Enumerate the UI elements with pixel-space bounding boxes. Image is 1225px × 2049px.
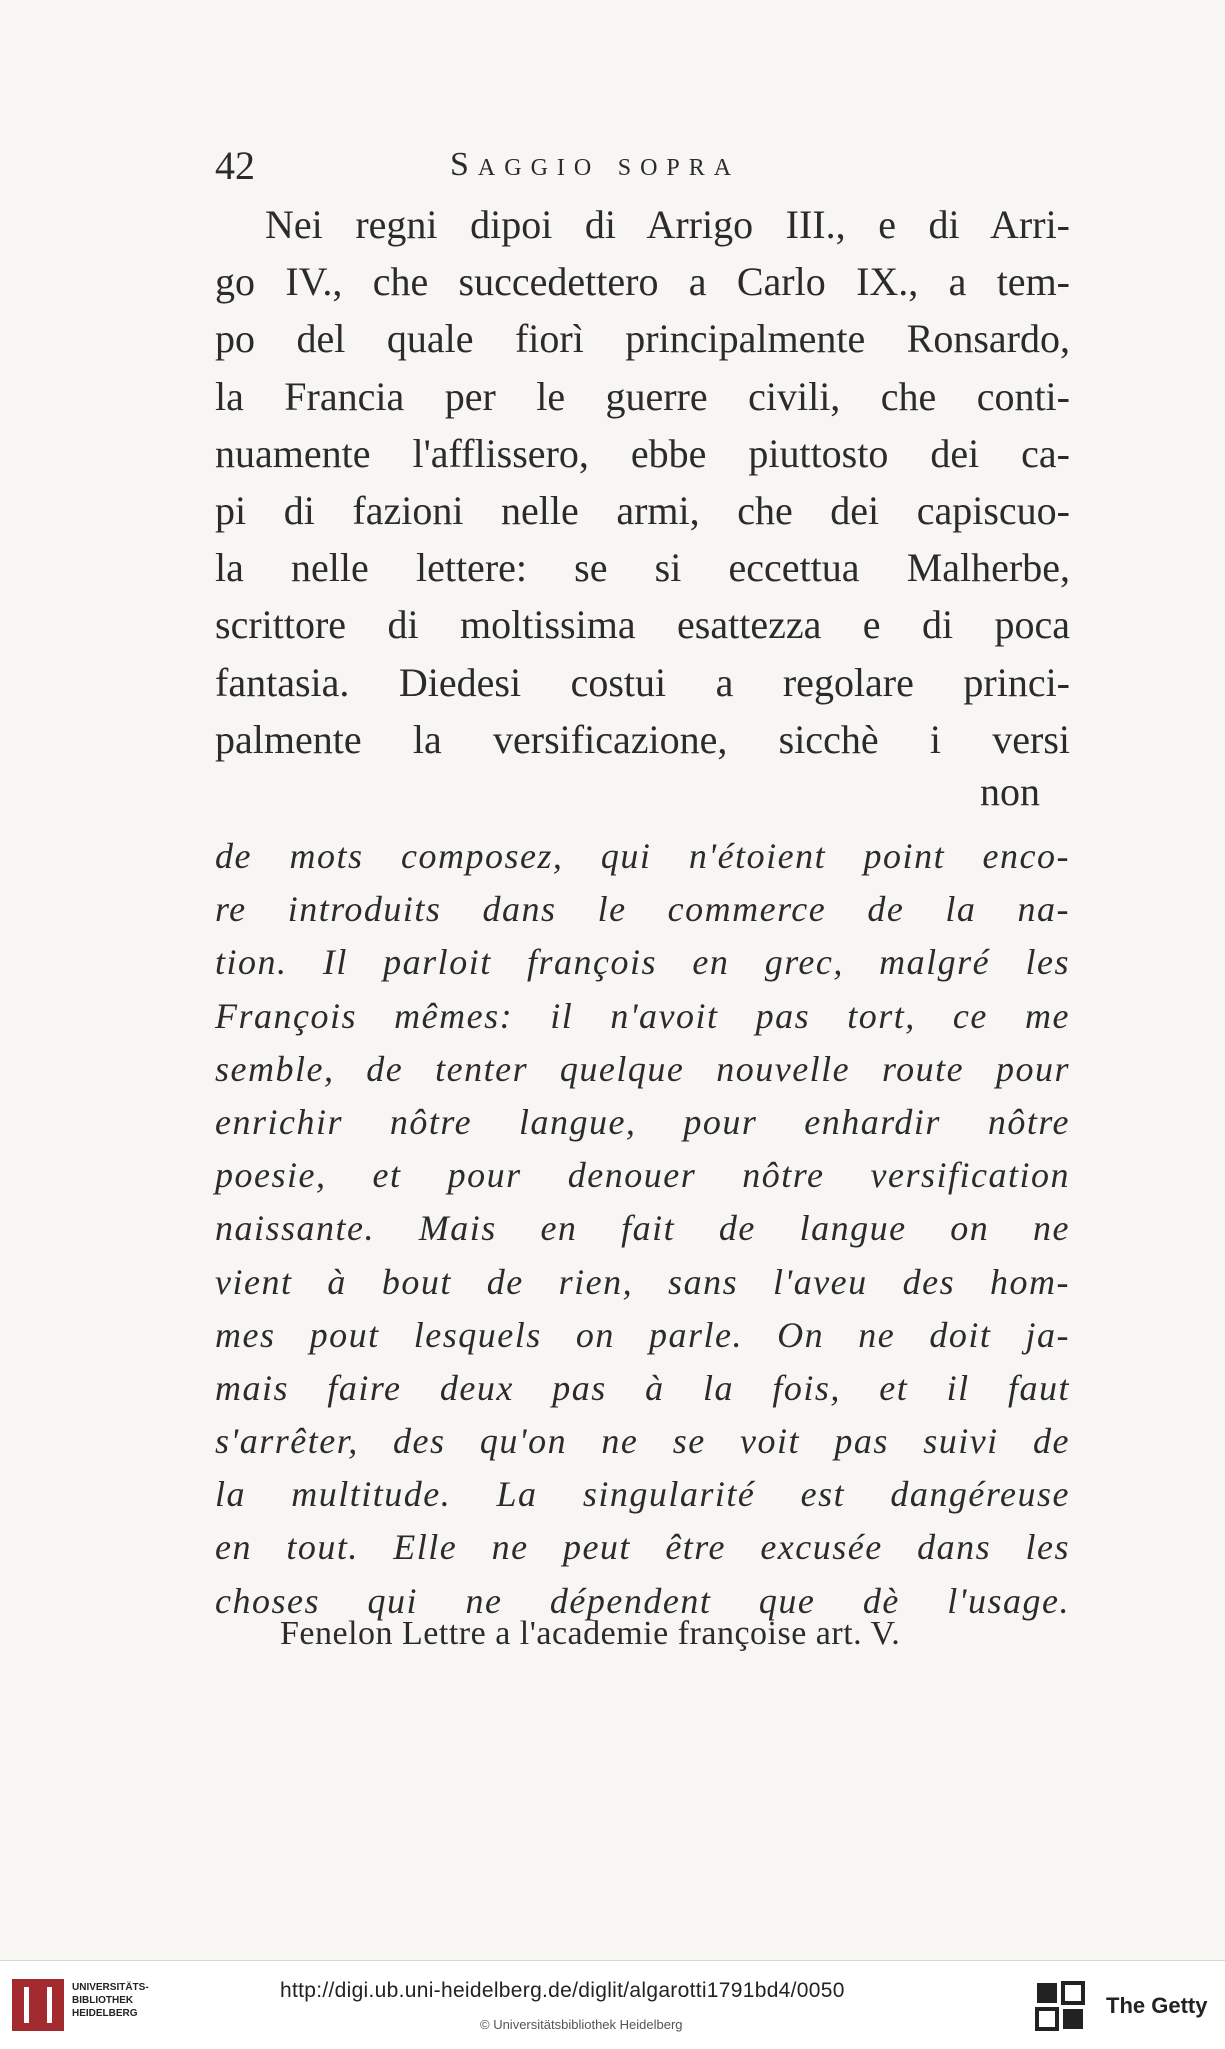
text-line: go IV., che succedettero a Carlo IX., a tem- — [215, 259, 1070, 305]
viewer-footer — [0, 1960, 1225, 2049]
text-line: scrittore di moltissima esattezza e di poca — [215, 602, 1070, 648]
page-header — [215, 142, 1075, 202]
text-line: fantasia. Diedesi costui a regolare princi- — [215, 659, 1070, 705]
footnote-line: mais faire deux pas à la fois, et il faut — [215, 1367, 1070, 1408]
footnote-line: vient à bout de rien, sans l'aveu des hom- — [215, 1261, 1070, 1302]
footnote-line: de mots composez, qui n'étoient point enco- — [215, 836, 1070, 876]
footnote-line: s'arrêter, des qu'on ne se voit pas suivi de — [215, 1421, 1070, 1462]
library-logo[interactable] — [12, 1979, 162, 2031]
footnote-line: naissante. Mais en fait de langue on ne — [215, 1208, 1070, 1249]
footnote-line: la multitude. La singularité est dangéreuse — [215, 1474, 1070, 1515]
library-name-line: BIBLIOTHEK — [72, 1995, 134, 2006]
library-mark-icon — [12, 1979, 64, 2031]
footnote-line: mes pout lesquels on parle. On ne doit ja- — [215, 1314, 1070, 1355]
footnote-line: choses qui ne dépendent que dè l'usage. — [215, 1580, 1070, 1621]
getty-logo-icon[interactable] — [1035, 1981, 1085, 2031]
library-name-line: UNIVERSITÄTS- — [72, 1982, 149, 1993]
footnote-line: semble, de tenter quelque nouvelle route pour — [215, 1048, 1070, 1089]
getty-name: The Getty — [1106, 1993, 1208, 2018]
footnote-quote — [215, 830, 1070, 1628]
footnote-line: enrichir nôtre langue, pour enhardir nôtre — [215, 1101, 1070, 1142]
main-text — [215, 196, 1070, 768]
page-number: 42 — [215, 143, 255, 188]
footnote-line: François mêmes: il n'avoit pas tort, ce me — [215, 995, 1070, 1036]
library-name — [72, 1981, 149, 2020]
running-head: Saggio sopra — [450, 146, 741, 183]
footnote-line: tion. Il parloit françois en grec, malgré les — [215, 942, 1070, 983]
copyright-notice: © Universitätsbibliothek Heidelberg — [480, 2017, 683, 2032]
text-line: la nelle lettere: se si eccettua Malherbe, — [215, 545, 1070, 591]
catchword: non — [980, 769, 1040, 814]
text-line: nuamente l'afflissero, ebbe piuttosto dei ca- — [215, 430, 1070, 476]
library-name-line: HEIDELBERG — [72, 2008, 138, 2019]
footnote-line: re introduits dans le commerce de la na- — [215, 889, 1070, 930]
footnote-line: en tout. Elle ne peut être excusée dans les — [215, 1527, 1070, 1568]
text-line: pi di fazioni nelle armi, che dei capiscuo- — [215, 487, 1070, 533]
text-line: palmente la versificazione, sicchè i versi — [215, 716, 1070, 762]
text-line: Nei regni dipoi di Arrigo III., e di Arri- — [265, 202, 1070, 247]
permalink-url[interactable]: http://digi.ub.uni-heidelberg.de/diglit/algarotti1791bd4/0050 — [280, 1979, 845, 2002]
footnote-line: poesie, et pour denouer nôtre versification — [215, 1155, 1070, 1196]
text-line: la Francia per le guerre civili, che conti- — [215, 373, 1070, 419]
source-citation: Fenelon Lettre a l'academie françoise art. V. — [280, 1615, 901, 1652]
text-line: po del quale fiorì principalmente Ronsardo, — [215, 316, 1070, 362]
